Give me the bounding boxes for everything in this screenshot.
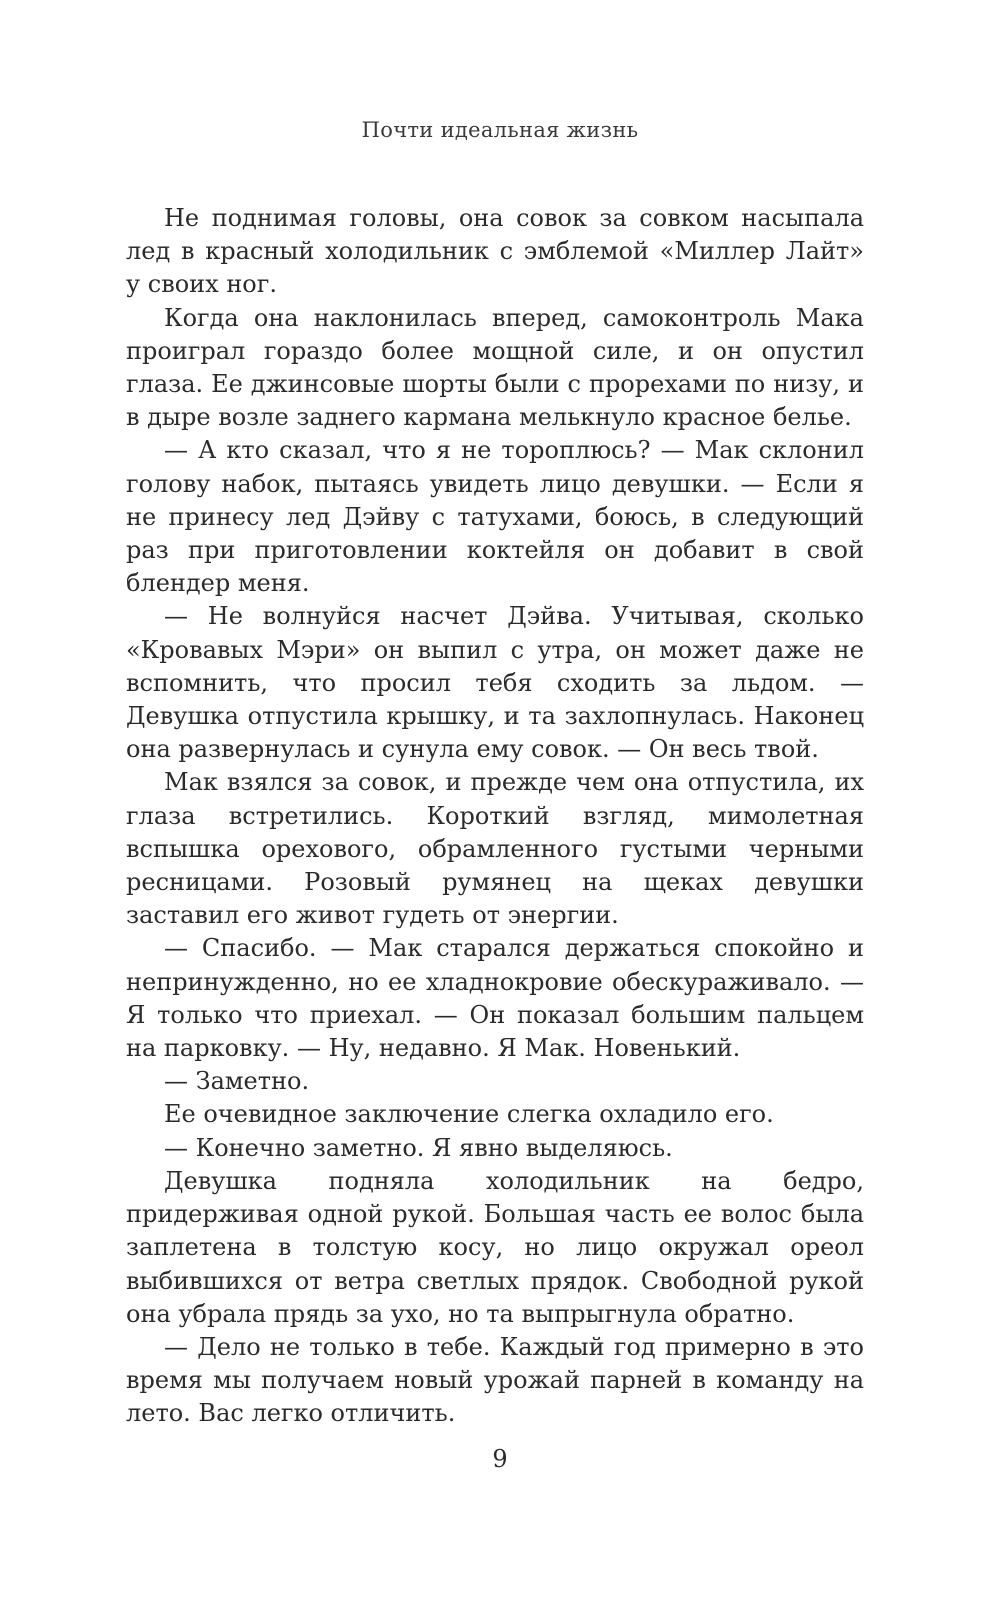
- paragraph: Когда она наклонилась вперед, самоконтроль Мака проиграл гораздо более мощной силе, и он опустил глаза. Ее джинсовые шорты были с прорехами по низу, и в дыре возле заднего кармана мелькнуло красное белье.: [126, 303, 864, 432]
- paragraph: Ее очевидное заключение слегка охладило его.: [164, 1100, 774, 1129]
- paragraph: — Не волнуйся насчет Дэйва. Учитывая, сколько «Кровавых Мэри» он выпил с утра, он может даже не вспомнить, что просил тебя сходить за льдом. — Девушка отпустила крышку, и та захлопнулась. Наконец она развернулась и сунула ему совок. — Он весь твой.: [126, 602, 864, 764]
- paragraph: — Заметно.: [164, 1067, 310, 1096]
- running-title: Почти идеальная жизнь: [361, 118, 639, 142]
- paragraph: — А кто сказал, что я не тороплюсь? — Мак склонил голову набок, пытаясь увидеть лицо девушки. — Если я не принесу лед Дэйву с татухами, боюсь, в следующий раз при приготовлении коктейля он добавит в свой блендер меня.: [126, 436, 864, 598]
- paragraph: — Спасибо. — Мак старался держаться спокойно и непринужденно, но ее хладнокровие обескураживало. — Я только что приехал. — Он показал большим пальцем на парковку. — Ну, недавно. Я Мак. Новенький.: [126, 934, 864, 1063]
- paragraph: Мак взялся за совок, и прежде чем она отпустила, их глаза встретились. Короткий взгляд, мимолетная вспышка орехового, обрамленного густыми черными ресницами. Розовый румянец на щеках девушки заставил его живот гудеть от энергии.: [126, 768, 864, 930]
- paragraph: Девушка подняла холодильник на бедро, придерживая одной рукой. Большая часть ее волос была заплетена в толстую косу, но лицо окружал ореол выбившихся от ветра светлых прядок. Свободной рукой она убрала прядь за ухо, но та выпрыгнула обратно.: [126, 1166, 864, 1328]
- page-number: 9: [492, 1445, 508, 1473]
- paragraph: Не поднимая головы, она совок за совком насыпала лед в красный холодильник с эмблемой «Миллер Лайт» у своих ног.: [126, 204, 864, 299]
- paragraph: — Конечно заметно. Я явно выделяюсь.: [164, 1133, 673, 1162]
- body-text: [126, 202, 864, 1431]
- paragraph: — Дело не только в тебе. Каждый год примерно в это время мы получаем новый урожай парней в команду на лето. Вас легко отличить.: [126, 1332, 864, 1428]
